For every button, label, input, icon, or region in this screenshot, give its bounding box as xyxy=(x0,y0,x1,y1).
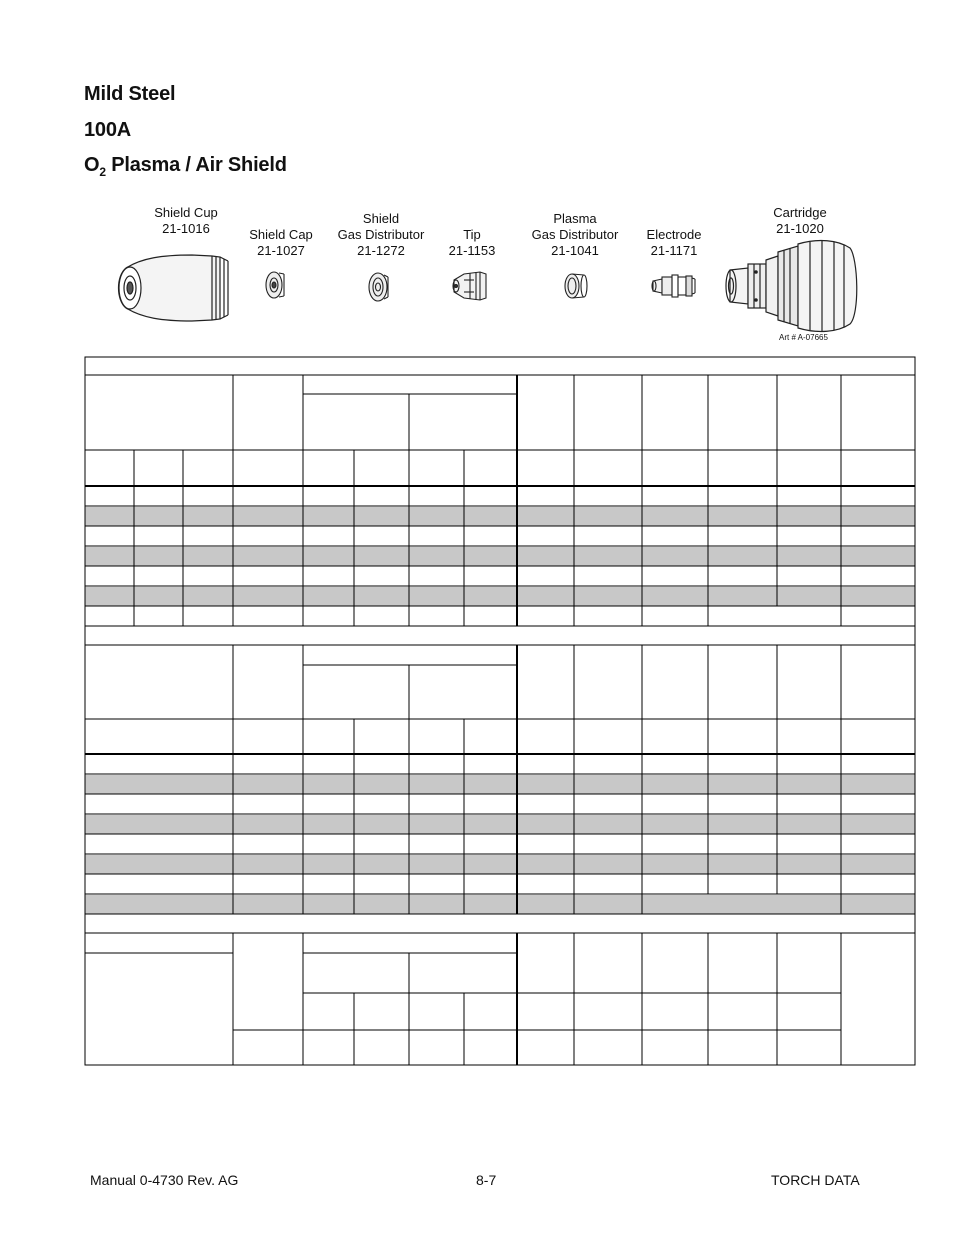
shaded-row xyxy=(85,587,915,606)
gas-heading-prefix: O xyxy=(84,154,100,176)
table-grid xyxy=(85,357,915,1065)
part-name: Shield Cap xyxy=(249,227,313,242)
part-name: Shield xyxy=(362,211,400,226)
part-name: Gas Distributor xyxy=(531,227,619,242)
amperage-heading: 100A xyxy=(84,119,132,141)
material-heading: Mild Steel xyxy=(84,83,176,105)
part-name: Gas Distributor xyxy=(337,227,425,242)
art-number: Art # A-07665 xyxy=(779,333,828,342)
shaded-row xyxy=(85,547,915,566)
part-number: 21-1153 xyxy=(448,243,496,258)
footer-page-number: 8-7 xyxy=(476,1172,497,1188)
part-number: 21-1027 xyxy=(257,243,305,258)
shaded-row xyxy=(85,815,915,834)
shaded-rows xyxy=(85,507,915,914)
gas-heading-subscript: 2 xyxy=(99,165,106,179)
table-border xyxy=(85,357,915,1065)
gas-heading-rest: Plasma / Air Shield xyxy=(105,154,287,176)
footer-section: TORCH DATA xyxy=(771,1172,860,1188)
part-name: Electrode xyxy=(646,227,702,242)
part-number: 21-1171 xyxy=(650,243,698,258)
shaded-row xyxy=(85,775,915,794)
part-name: Cartridge xyxy=(773,205,827,220)
part-name: Shield Cup xyxy=(154,205,218,220)
part-number: 21-1020 xyxy=(776,221,824,236)
part-name: Plasma xyxy=(553,211,597,226)
shaded-row xyxy=(85,895,915,914)
footer-manual: Manual 0-4730 Rev. AG xyxy=(90,1172,239,1188)
shaded-row xyxy=(85,507,915,526)
part-name: Tip xyxy=(463,227,481,242)
part-number: 21-1272 xyxy=(357,243,405,258)
part-number: 21-1041 xyxy=(551,243,599,258)
part-number: 21-1016 xyxy=(162,221,210,236)
shaded-row xyxy=(85,855,915,874)
